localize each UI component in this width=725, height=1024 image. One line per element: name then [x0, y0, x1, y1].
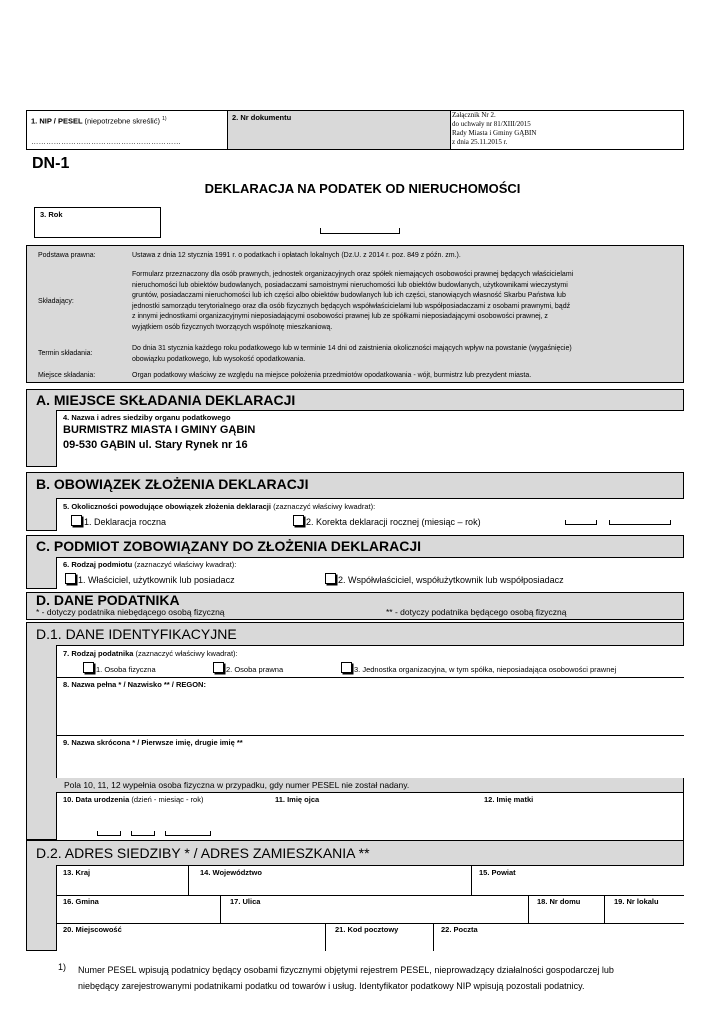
form-code: DN-1	[32, 155, 70, 172]
father-name-field[interactable]	[263, 792, 477, 840]
entity-type-field	[56, 557, 684, 589]
obligation-note: (zaznaczyć właściwy kwadrat):	[273, 502, 376, 511]
section-d1-title: D.1. DANE IDENTYFIKACYJNE	[36, 626, 237, 642]
entity-type-note: (zaznaczyć właściwy kwadrat):	[134, 560, 237, 569]
annex-note	[452, 111, 536, 147]
year-ticks	[165, 831, 211, 836]
footnote-number: 1)	[58, 962, 67, 972]
street-field[interactable]	[220, 895, 529, 924]
year-field[interactable]	[34, 207, 161, 238]
street-label: 17. Ulica	[230, 897, 261, 906]
annual-declaration-label: 1. Deklaracja roczna	[84, 517, 167, 527]
filers-line: Formularz przeznaczony dla osób prawnych, jednostek organizacyjnych oraz spółek niemających osobowości prawnej będących właścicielami	[132, 271, 574, 278]
section-d2-title: D.2. ADRES SIEDZIBY * / ADRES ZAMIESZKANIA **	[36, 845, 370, 861]
country-label: 13. Kraj	[63, 868, 91, 877]
footnote-line: niebędący zarejestrowanymi podatnikami podatku od towarów i usług. Identyfikator podatkowy NIP wpisują pozostali podatnicy.	[78, 981, 585, 991]
locality-field[interactable]	[57, 923, 326, 951]
locality-label: 20. Miejscowość	[63, 925, 122, 934]
commune-field[interactable]	[57, 895, 221, 924]
post-office-label: 22. Poczta	[441, 925, 478, 934]
apartment-number-field[interactable]	[604, 895, 684, 924]
tax-office-address: 09-530 GĄBIN ul. Stary Rynek nr 16	[63, 439, 248, 451]
basis-label: Podstawa prawna:	[38, 252, 96, 259]
checkbox[interactable]	[341, 662, 352, 673]
year-label: 3. Rok	[40, 210, 63, 219]
district-field[interactable]	[471, 866, 684, 896]
house-number-label: 18. Nr domu	[537, 897, 581, 906]
nip-label: 1. NIP / PESEL	[31, 116, 83, 126]
deadline-line: Do dnia 31 stycznia każdego roku podatkowego lub w terminie 14 dni od zaistnienia okoliczności mających wpływ na powstanie (wygaśnięcie)	[132, 345, 572, 352]
org-unit-label: 3. Jednostka organizacyjna, w tym spółka, nieposiadająca osobowości prawnej	[354, 665, 617, 674]
owner-label: 1. Właściciel, użytkownik lub posiadacz	[78, 575, 235, 585]
section-b-title: B. OBOWIĄZEK ZŁOŻENIA DEKLARACJI	[36, 476, 309, 492]
entity-type-label: 6. Rodzaj podmiotu	[63, 560, 133, 569]
nip-footnote-ref: 1)	[162, 116, 167, 122]
month-ticks	[131, 831, 155, 836]
house-number-field[interactable]	[528, 895, 605, 924]
place-text: Organ podatkowy właściwy ze względu na miejsce położenia przedmiotów opodatkowania - wójt, burmistrz lub prezydent miasta.	[132, 372, 532, 379]
nip-dots: ……………………………………………………	[31, 137, 181, 146]
filers-text	[132, 270, 680, 333]
filers-line: gruntów, posiadaczami nieruchomości lub ich części albo obiektów budowlanych lub ich części, stanowiących własność Skarbu Państwa lub	[132, 292, 566, 299]
deadline-text	[132, 344, 572, 365]
postal-code-label: 21. Kod pocztowy	[335, 925, 399, 934]
footnote-text	[78, 962, 698, 994]
nip-field[interactable]	[27, 111, 227, 149]
checkbox[interactable]	[71, 515, 82, 526]
natural-person-option[interactable]	[83, 662, 156, 674]
obligation-label: 5. Okoliczności powodujące obowiązek złożenia deklaracji	[63, 502, 271, 511]
annex-line: do uchwały nr 81/XIII/2015	[452, 120, 531, 128]
section-c-title: C. PODMIOT ZOBOWIĄZANY DO ZŁOŻENIA DEKLARACJI	[36, 538, 421, 554]
annex-line: Załącznik Nr 2.	[452, 111, 496, 119]
district-label: 15. Powiat	[479, 868, 516, 877]
nip-note: (niepotrzebne skreślić)	[84, 116, 160, 126]
year-ticks	[609, 520, 671, 525]
checkbox[interactable]	[293, 515, 304, 526]
country-field[interactable]	[57, 866, 189, 896]
mother-name-field[interactable]	[476, 792, 683, 840]
section-d-title: D. DANE PODATNIKA	[36, 592, 180, 608]
deadline-line: obowiązku podatkowego, lub wysokość opodatkowania.	[132, 355, 306, 363]
tax-office-field	[56, 410, 684, 467]
taxpayer-type-note: (zaznaczyć właściwy kwadrat):	[135, 649, 238, 658]
owner-option[interactable]	[65, 573, 235, 585]
legal-person-label: 2. Osoba prawna	[226, 665, 284, 674]
birth-date-label: 10. Data urodzenia	[63, 795, 130, 804]
tax-office-label: 4. Nazwa i adres siedziby organu podatkowego	[63, 413, 231, 422]
mother-name-label: 12. Imię matki	[484, 795, 534, 804]
legal-person-option[interactable]	[213, 662, 283, 674]
page-title: DEKLARACJA NA PODATEK OD NIERUCHOMOŚCI	[204, 181, 521, 196]
birth-date-field[interactable]	[56, 792, 265, 840]
short-name-label: 9. Nazwa skrócona * / Pierwsze imię, drugie imię **	[63, 738, 243, 747]
annex-line: z dnia 25.11.2015 r.	[452, 138, 508, 146]
checkbox[interactable]	[83, 662, 94, 673]
footnote-line: Numer PESEL wpisują podatnicy będący osobami fizycznymi objętymi rejestrem PESEL, nieprowadzący działalności gospodarczej lub	[78, 965, 614, 975]
address-grid	[56, 865, 684, 951]
birth-date-note: (dzień - miesiąc - rok)	[131, 795, 204, 804]
deadline-label: Termin składania:	[38, 350, 93, 357]
correction-label: 2. Korekta deklaracji rocznej (miesiąc – rok)	[306, 517, 481, 527]
tax-office-name: BURMISTRZ MIASTA I GMINY GĄBIN	[63, 424, 256, 436]
year-ticks	[320, 228, 400, 234]
short-name-field[interactable]	[56, 735, 684, 778]
section-d-note-left: * - dotyczy podatnika niebędącego osobą fizyczną	[36, 607, 225, 617]
obligation-field	[56, 498, 684, 531]
voivodeship-field[interactable]	[188, 866, 472, 896]
father-name-label: 11. Imię ojca	[275, 795, 320, 804]
correction-option[interactable]	[293, 515, 481, 527]
full-name-label: 8. Nazwa pełna * / Nazwisko ** / REGON:	[63, 680, 206, 689]
full-name-field[interactable]	[56, 677, 684, 736]
place-label: Miejsce składania:	[38, 372, 96, 379]
annual-declaration-option[interactable]	[71, 515, 166, 527]
postal-code-field[interactable]	[325, 923, 434, 951]
filers-line: jednostki samorządu terytorialnego oraz dla osób fizycznych będących współwłaścicielami lub współposiadaczami z osobami prawnymi, bądź	[132, 302, 571, 310]
checkbox[interactable]	[325, 573, 336, 584]
doc-number-field	[227, 111, 451, 149]
section-a-title: A. MIEJSCE SKŁADANIA DEKLARACJI	[36, 392, 296, 408]
taxpayer-type-label: 7. Rodzaj podatnika	[63, 649, 134, 658]
checkbox[interactable]	[213, 662, 224, 673]
apartment-number-label: 19. Nr lokalu	[614, 897, 659, 906]
filers-line: z innymi jednostkami organizacyjnymi nieposiadającymi osobowości prawnej lub ze spółkami nieposiadającymi osobowości prawnej, z	[132, 313, 548, 320]
voivodeship-label: 14. Województwo	[200, 868, 262, 877]
doc-number-label: 2. Nr dokumentu	[232, 113, 292, 122]
co-owner-option[interactable]	[325, 573, 564, 585]
fill-note: Pola 10, 11, 12 wypełnia osoba fizyczna w przypadku, gdy numer PESEL nie został nadany.	[64, 780, 410, 790]
post-office-field[interactable]	[433, 923, 684, 951]
filers-line: wyjątkiem osób fizycznych tworzących wspólnotę mieszkaniową.	[132, 323, 333, 331]
co-owner-label: 2. Współwłaściciel, współużytkownik lub współposiadacz	[338, 575, 564, 585]
month-ticks	[565, 520, 597, 525]
filers-label: Składający:	[38, 298, 74, 305]
commune-label: 16. Gmina	[63, 897, 99, 906]
org-unit-option[interactable]	[341, 662, 616, 674]
taxpayer-type-field	[56, 645, 684, 678]
filers-line: nieruchomości lub obiektów budowlanych, posiadaczami samoistnymi nieruchomości lub obiektów budowlanych, użytkownikami wieczystymi	[132, 281, 568, 289]
natural-person-label: 1. Osoba fizyczna	[96, 665, 156, 674]
day-ticks	[97, 831, 121, 836]
checkbox[interactable]	[65, 573, 76, 584]
basis-text: Ustawa z dnia 12 stycznia 1991 r. o podatkach i opłatach lokalnych (Dz.U. z 2014 r. poz. 849 z późn. zm.).	[132, 252, 461, 259]
section-d-note-right: ** - dotyczy podatnika będącego osobą fizyczną	[386, 607, 567, 617]
annex-line: Rady Miasta i Gminy GĄBIN	[452, 129, 537, 137]
